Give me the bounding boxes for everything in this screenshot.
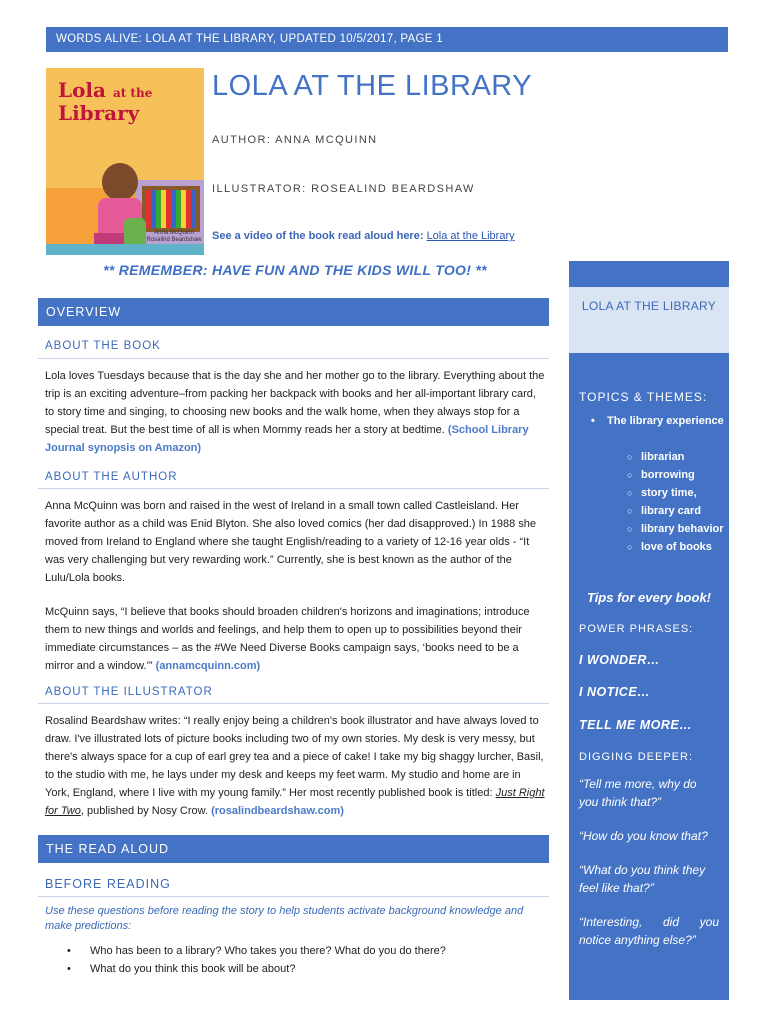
- list-item: ○ borrowing: [627, 466, 727, 484]
- header-bar: [46, 27, 728, 52]
- about-book-text: Lola loves Tuesdays because that is the day she and her mother go to the library. Everything about the trip is an exciting adventure–from packing her backpack with books and her all-important library card, to story time and singing, to choosing new books and the walk home, when they always stop for a special treat. But the best time of all is when Mommy reads her a story at bedtime. (School Library Journal synopsis on Amazon): [45, 370, 545, 454]
- topics-heading: TOPICS & THEMES:: [579, 390, 708, 404]
- list-item: ○ love of books: [627, 538, 727, 556]
- topic-sub-list: [627, 448, 727, 556]
- book-title: LOLA AT THE LIBRARY: [212, 70, 533, 102]
- sidebar-title: LOLA AT THE LIBRARY: [569, 287, 729, 353]
- deeper-question: “Interesting, did you notice anything else?”: [579, 915, 719, 947]
- remember-banner: ** REMEMBER: HAVE FUN AND THE KIDS WILL TOO! **: [103, 262, 487, 278]
- deeper-question: “Tell me more, why do you think that?”: [579, 777, 697, 809]
- deeper-question: “How do you know that?: [579, 829, 708, 843]
- video-prefix: See a video of the book read aloud here:: [212, 230, 424, 242]
- divider: [38, 358, 549, 359]
- topic-main: • The library experience: [607, 412, 725, 430]
- illustrator-source: (rosalindbeardshaw.com): [211, 805, 344, 817]
- list-item: • Who has been to a library? Who takes you there? What do you do there?: [45, 942, 548, 960]
- video-line: [212, 230, 515, 242]
- author-quote-text: McQuinn says, “I believe that books should broaden children's horizons and imaginations; introduce them to new things and worlds and feelings, and help them to open up to possibilities beyond their immediate circumstances – as the #We Need Diverse Books campaign says, ‘books need to be a mirror and a window.’” (annamcquinn.com): [45, 606, 530, 672]
- header-text: WORDS ALIVE: LOLA AT THE LIBRARY, UPDATED 10/5/2017, PAGE 1: [56, 33, 443, 45]
- author-line: AUTHOR: ANNA MCQUINN: [212, 134, 378, 146]
- before-reading-questions: [45, 942, 548, 978]
- phrase-tell-me-more: TELL ME MORE…: [579, 718, 693, 732]
- author-source: (annamcquinn.com): [155, 660, 261, 672]
- list-item: ○ story time,: [627, 484, 727, 502]
- read-aloud-heading: THE READ ALOUD: [38, 835, 549, 863]
- divider: [38, 896, 549, 897]
- book-cover-image: [46, 68, 204, 255]
- illustrator-line: ILLUSTRATOR: ROSEALIND BEARDSHAW: [212, 183, 475, 195]
- overview-heading: OVERVIEW: [38, 298, 549, 326]
- about-book-heading: ABOUT THE BOOK: [45, 340, 161, 352]
- digging-deeper-heading: DIGGING DEEPER:: [579, 751, 694, 763]
- list-item: ○ library card: [627, 502, 727, 520]
- list-item: • What do you think this book will be about?: [45, 960, 548, 978]
- divider: [38, 488, 549, 489]
- about-illustrator-text: Rosalind Beardshaw writes: “I really enjoy being a children's book illustrator and have always loved to draw. I've illustrated lots of picture books including two of my own stories. My desk is very messy, but there's always space for a cup of earl grey tea and a piece of cake! I take my big shaggy lurcher, Basil, to the studio with me, he lays under my desk and keeps my feet warm. My studio and home are in York, England, where I live with my young family.” Her most recently published book is titled: Just Right for Two, published by Nosy Crow. (rosalindbeardshaw.com): [45, 715, 545, 817]
- list-item: ○ librarian: [627, 448, 727, 466]
- power-phrases-heading: POWER PHRASES:: [579, 623, 694, 635]
- sidebar: [569, 353, 729, 1000]
- before-reading-heading: BEFORE READING: [45, 877, 171, 891]
- divider: [38, 703, 549, 704]
- before-reading-intro: Use these questions before reading the story to help students activate background knowledge and make predictions:: [45, 905, 524, 932]
- sidebar-top-band: [569, 261, 729, 287]
- cover-authors: Anna McQuinn Rosalind Beardshaw: [146, 230, 202, 243]
- about-author-text: Anna McQuinn was born and raised in the west of Ireland in a small town called Castleisland. Her favorite author as a child was Enid Blyton. She also loved comics (her dad disapproved.) In 1988 she moved from Ireland to England where she taught English/reading to a variety of 12-16 year olds - “It was very challenging but very rewarding work.” Currently, she is best known as the author of the Lulu/Lola books.: [45, 500, 536, 584]
- cover-title: Lola at the Library: [58, 78, 153, 125]
- phrase-i-notice: I NOTICE…: [579, 685, 651, 699]
- illustrator-book-title: Just Right for Two: [45, 787, 545, 817]
- about-book-source: (School Library Journal synopsis on Amazon): [45, 424, 529, 454]
- list-item: ○ library behavior: [627, 520, 727, 538]
- deeper-question: “What do you think they feel like that?”: [579, 863, 706, 895]
- phrase-i-wonder: I WONDER…: [579, 653, 660, 667]
- about-author-heading: ABOUT THE AUTHOR: [45, 471, 178, 483]
- tips-heading: Tips for every book!: [586, 590, 711, 605]
- about-illustrator-heading: ABOUT THE ILLUSTRATOR: [45, 686, 213, 698]
- video-link[interactable]: Lola at the Library: [426, 230, 515, 242]
